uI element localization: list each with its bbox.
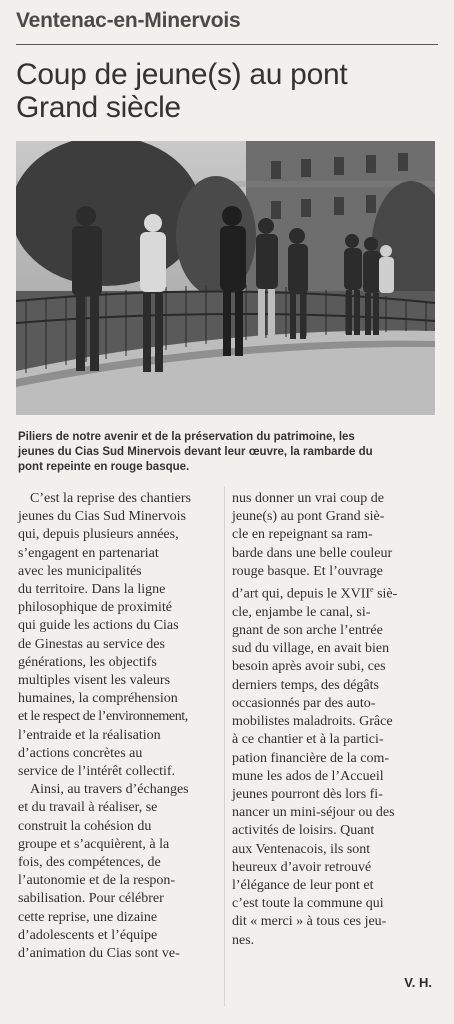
body-line: du territoire. Dans la ligne xyxy=(18,582,166,598)
headline-line: Grand siècle xyxy=(16,91,181,124)
body-line: activités de loisirs. Quant xyxy=(232,823,375,839)
body-line: qui guide les actions du Cias xyxy=(18,618,179,634)
body-line: d’adolescents et l’équipe xyxy=(18,927,158,943)
body-line xyxy=(232,581,437,604)
article-column-right xyxy=(232,490,437,950)
body-line: gnant de son arche l’entrée xyxy=(232,623,383,639)
body-text: siè- xyxy=(373,586,398,602)
body-line: multiples visent les valeurs xyxy=(18,673,171,689)
body-line: jeune(s) au pont Grand siè- xyxy=(232,509,385,525)
body-line: groupe et s’acquièrent, à la xyxy=(18,836,170,852)
body-line: construit la cohésion du xyxy=(18,818,152,834)
body-line: sud du village, en avait bien xyxy=(232,641,390,657)
body-line: occasionnés par des auto- xyxy=(232,695,376,711)
photo-caption xyxy=(18,430,436,475)
body-line: nancer un mini-séjour ou des xyxy=(232,805,395,821)
body-line: d’actions concrètes au xyxy=(18,745,143,761)
century-superscript: e xyxy=(370,585,374,595)
locality-heading: Ventenac-en-Minervois xyxy=(16,9,241,32)
author-signature: V. H. xyxy=(404,975,432,990)
body-line: philosophique de proximité xyxy=(18,600,172,616)
caption-line: Piliers de notre avenir et de la préservation du patrimoine, les xyxy=(18,431,355,443)
body-line: sabilisation. Pour célébrer xyxy=(18,891,164,907)
body-line: heureux d’avoir retrouvé xyxy=(232,859,372,875)
body-line: avec les municipalités xyxy=(18,563,142,579)
body-line: C’est la reprise des chantiers xyxy=(30,491,191,506)
body-line: cette reprise, une dizaine xyxy=(18,909,158,925)
column-separator xyxy=(224,486,225,1006)
headline xyxy=(16,58,436,124)
body-line: nes. xyxy=(232,932,255,948)
body-line: barde dans une belle couleur xyxy=(232,545,393,561)
body-line: cle, enjambe le canal, si- xyxy=(232,604,371,620)
body-line: derniers temps, des dégâts xyxy=(232,677,379,693)
body-line: rouge basque. Et l’ouvrage xyxy=(232,563,383,579)
body-line: qui, depuis plusieurs années, xyxy=(18,527,179,543)
article-column-left xyxy=(18,490,223,963)
heading-rule xyxy=(16,44,438,45)
body-line: Ainsi, au travers d’échanges xyxy=(30,782,189,798)
body-line: dit « merci » à tous ces jeu- xyxy=(232,914,387,930)
body-line: jeunes du Cias Sud Minervois xyxy=(18,509,186,525)
body-line: c’est toute la commune qui xyxy=(232,896,384,912)
body-line: de Ginestas au service des xyxy=(18,636,165,652)
body-line: l’entraide et la réalisation xyxy=(18,727,161,743)
body-line: cle en repeignant sa ram- xyxy=(232,527,373,543)
body-line: aux Ventenacois, ils sont xyxy=(232,841,371,857)
body-line: humaines, la compréhension xyxy=(18,691,178,707)
body-line: d’animation du Cias sont ve- xyxy=(18,946,180,962)
caption-line: pont repeinte en rouge basque. xyxy=(18,461,190,473)
caption-line: jeunes du Cias Sud Minervois devant leur œuvre, la rambarde du xyxy=(18,446,373,458)
body-line: s’engagent en partenariat xyxy=(18,545,159,561)
body-line: l’élégance de leur pont et xyxy=(232,877,374,893)
body-line: et le respect de l’environnement, xyxy=(18,709,188,725)
body-line: l’autonomie et de la respon- xyxy=(18,873,176,889)
bridge-photo-illustration xyxy=(16,141,435,415)
body-line: pation financière de la com- xyxy=(232,750,390,766)
body-line: à ce chantier et à la partici- xyxy=(232,732,384,748)
body-line: jeunes pourront dès lors fi- xyxy=(232,786,383,802)
article-photo xyxy=(16,141,435,415)
body-line: mune les ados de l’Accueil xyxy=(232,768,384,784)
body-line: besoin après avoir subi, ces xyxy=(232,659,386,675)
body-line: mobilistes maladroits. Grâce xyxy=(232,714,393,730)
body-line: fois, des compétences, de xyxy=(18,855,161,871)
body-line: générations, les objectifs xyxy=(18,654,157,670)
body-line: et du travail à réaliser, se xyxy=(18,800,158,816)
body-text: d’art qui, depuis le XVII xyxy=(232,586,371,602)
headline-line: Coup de jeune(s) au pont xyxy=(16,58,348,91)
body-line: service de l’intérêt collectif. xyxy=(18,764,176,780)
body-line: nus donner un vrai coup de xyxy=(232,491,385,506)
